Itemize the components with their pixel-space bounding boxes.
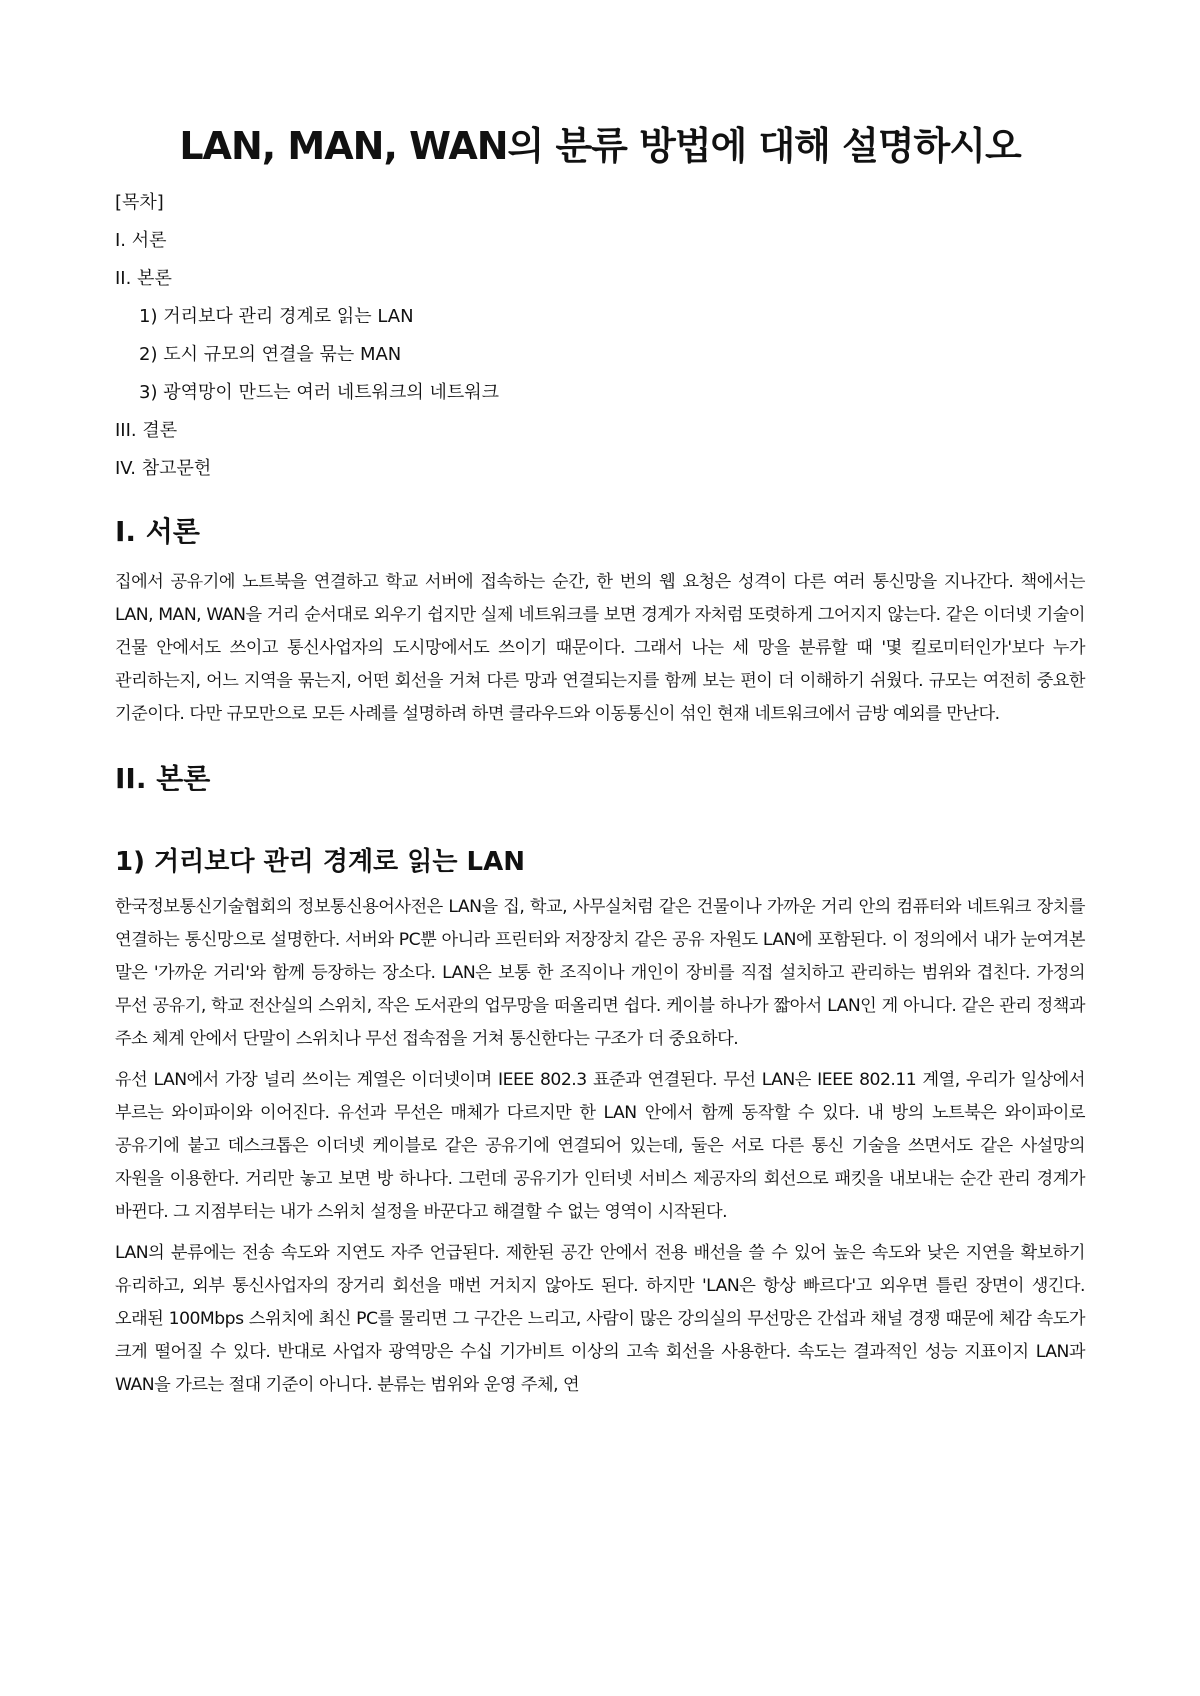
toc-item-references: IV. 참고문헌 — [115, 458, 212, 479]
document-title: LAN, MAN, WAN의 분류 방법에 대해 설명하시오 — [179, 124, 1021, 168]
toc-item-intro: I. 서론 — [115, 230, 167, 251]
toc-heading: [목차] — [115, 192, 164, 213]
lan-paragraph-1: 한국정보통신기술협회의 정보통신용어사전은 LAN을 집, 학교, 사무실처럼 같은 건물이나 가까운 거리 안의 컴퓨터와 네트워크 장치를 연결하는 통신망으로 설명한다. 서버와 PC뿐 아니라 프린터와 저장장치 같은 공유 자원도 LAN에 포함된다. 이 정의에서 내가 눈여겨본 말은 '가까운 거리'와 함께 등장하는 장소다. LAN은 보통 한 조직이나 개인이 장비를 직접 설치하고 관리하는 범위와 겹친다. 가정의 무선 공유기, 학교 전산실의 스위치, 작은 도서관의 업무망을 떠올리면 쉽다. 케이블 하나가 짧아서 LAN인 게 아니다. 같은 관리 정책과 주소 체계 안에서 단말이 스위치나 무선 접속점을 거쳐 통신한다는 구조가 더 중요하다. — [115, 897, 1085, 1049]
toc-item-man: 2) 도시 규모의 연결을 묶는 MAN — [139, 344, 402, 365]
table-of-contents — [115, 184, 1085, 488]
toc-item-wan: 3) 광역망이 만드는 여러 네트워크의 네트워크 — [139, 382, 500, 403]
toc-item-body: II. 본론 — [115, 268, 172, 289]
section-heading-body: II. 본론 — [115, 762, 211, 795]
section-heading-intro: I. 서론 — [115, 515, 200, 548]
toc-item-lan: 1) 거리보다 관리 경계로 읽는 LAN — [139, 306, 414, 327]
lan-paragraph-3: LAN의 분류에는 전송 속도와 지연도 자주 언급된다. 제한된 공간 안에서 전용 배선을 쓸 수 있어 높은 속도와 낮은 지연을 확보하기 유리하고, 외부 통신사업자의 장거리 회선을 매번 거치지 않아도 된다. 하지만 'LAN은 항상 빠르다'고 외우면 틀린 장면이 생긴다. 오래된 100Mbps 스위치에 최신 PC를 물리면 그 구간은 느리고, 사람이 많은 강의실의 무선망은 간섭과 채널 경쟁 때문에 체감 속도가 크게 떨어질 수 있다. 반대로 사업자 광역망은 수십 기가비트 이상의 고속 회선을 사용한다. 속도는 결과적인 성능 지표이지 LAN과 WAN을 가르는 절대 기준이 아니다. 분류는 범위와 운영 주체, 연 — [115, 1243, 1085, 1395]
intro-paragraph: 집에서 공유기에 노트북을 연결하고 학교 서버에 접속하는 순간, 한 번의 웹 요청은 성격이 다른 여러 통신망을 지나간다. 책에서는 LAN, MAN, WAN을 거리 순서대로 외우기 쉽지만 실제 네트워크를 보면 경계가 자처럼 또렷하게 그어지지 않는다. 같은 이더넷 기술이 건물 안에서도 쓰이고 통신사업자의 도시망에서도 쓰이기 때문이다. 그래서 나는 세 망을 분류할 때 '몇 킬로미터인가'보다 누가 관리하는지, 어느 지역을 묶는지, 어떤 회선을 거쳐 다른 망과 연결되는지를 함께 보는 편이 더 이해하기 쉬웠다. 규모는 여전히 중요한 기준이다. 다만 규모만으로 모든 사례를 설명하려 하면 클라우드와 이동통신이 섞인 현재 네트워크에서 금방 예외를 만난다. — [115, 572, 1085, 724]
lan-paragraph-2: 유선 LAN에서 가장 널리 쓰이는 계열은 이더넷이며 IEEE 802.3 표준과 연결된다. 무선 LAN은 IEEE 802.11 계열, 우리가 일상에서 부르는 와이파이와 이어진다. 유선과 무선은 매체가 다르지만 한 LAN 안에서 함께 동작할 수 있다. 내 방의 노트북은 와이파이로 공유기에 붙고 데스크톱은 이더넷 케이블로 같은 공유기에 연결되어 있는데, 둘은 서로 다른 통신 기술을 쓰면서도 같은 사설망의 자원을 이용한다. 거리만 놓고 보면 방 하나다. 그런데 공유기가 인터넷 서비스 제공자의 회선으로 패킷을 내보내는 순간 관리 경계가 바뀐다. 그 지점부터는 내가 스위치 설정을 바꾼다고 해결할 수 없는 영역이 시작된다. — [115, 1070, 1085, 1222]
subsection-heading-lan: 1) 거리보다 관리 경계로 읽는 LAN — [115, 847, 525, 877]
toc-item-conclusion: III. 결론 — [115, 420, 178, 441]
